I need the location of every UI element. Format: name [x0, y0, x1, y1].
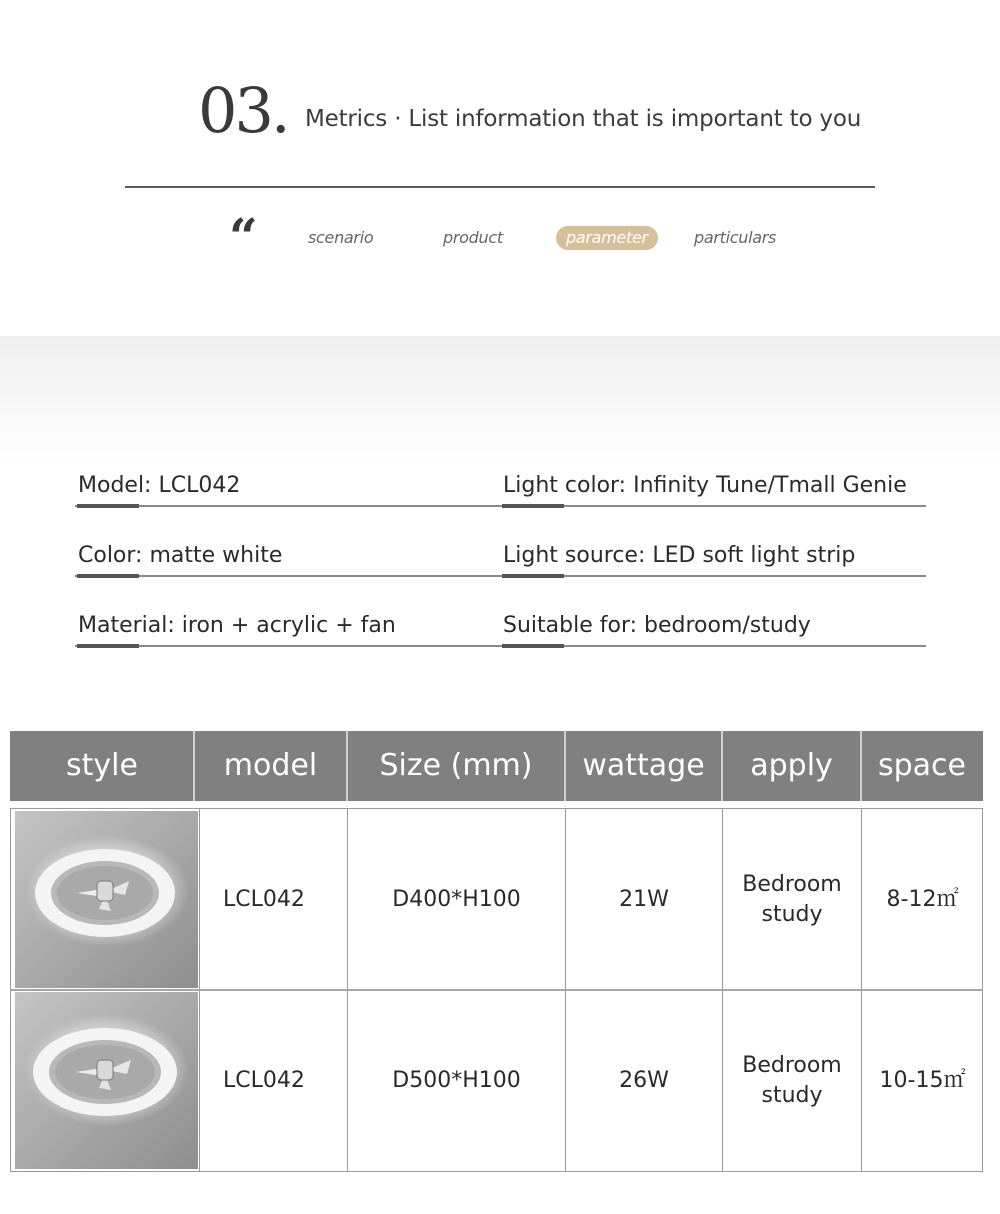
header-separator: [346, 731, 348, 801]
spec-material: [75, 605, 500, 647]
cell-space: 8-12㎡: [886, 887, 959, 912]
spec-light-color: [500, 465, 926, 507]
cell-apply: [723, 811, 861, 989]
spec-text: Light source: LED soft light strip: [503, 543, 856, 568]
header-separator: [564, 731, 566, 801]
spec-suitable-for: [500, 605, 926, 647]
apply-line: study: [761, 1083, 823, 1108]
section-number: 03.: [198, 74, 288, 147]
column-header-model: model: [223, 748, 318, 783]
section-title: Metrics · List information that is important to you: [305, 106, 862, 132]
cell-wattage: 26W: [619, 1068, 669, 1093]
column-header-space: space: [877, 748, 966, 783]
apply-line: study: [761, 902, 823, 927]
product-photo: [15, 811, 198, 988]
spec-model: [75, 465, 500, 507]
spec-background: [0, 336, 1000, 466]
spec-underline-accent: [502, 504, 564, 508]
spec-underline-accent: [502, 644, 564, 648]
spec-text: Model: LCL042: [78, 473, 241, 498]
spec-light-source: [500, 535, 926, 577]
column-header-wattage: wattage: [582, 748, 705, 783]
apply-line: Bedroom: [742, 1053, 842, 1078]
header-separator: [860, 731, 862, 801]
cell-space: 10-15㎡: [879, 1068, 966, 1093]
cell-apply: [723, 992, 861, 1170]
cell-model: LCL042: [223, 1068, 305, 1093]
spec-underline-accent: [502, 574, 564, 578]
column-header-style: style: [66, 748, 138, 783]
spec-underline-accent: [77, 644, 139, 648]
cell-size: D500*H100: [392, 1068, 521, 1093]
apply-line: Bedroom: [742, 872, 842, 897]
header-divider: [125, 186, 875, 188]
quote-mark-icon: “: [229, 207, 258, 266]
tab-product[interactable]: product: [443, 228, 503, 247]
spec-text: Color: matte white: [78, 543, 283, 568]
header-separator: [193, 731, 195, 801]
cell-wattage: 21W: [619, 887, 669, 912]
cell-model: LCL042: [223, 887, 305, 912]
spec-underline-accent: [77, 574, 139, 578]
spec-text: Material: iron + acrylic + fan: [78, 613, 396, 638]
header-separator: [721, 731, 723, 801]
spec-text: Suitable for: bedroom/study: [503, 613, 811, 638]
column-header-size: Size (mm): [379, 748, 533, 783]
cell-size: D400*H100: [392, 887, 521, 912]
tab-particulars[interactable]: particulars: [694, 228, 777, 247]
product-photo: [15, 992, 198, 1169]
tab-parameter[interactable]: parameter: [556, 226, 658, 250]
row-divider: [10, 989, 983, 991]
spec-color: [75, 535, 500, 577]
column-header-apply: apply: [750, 748, 833, 783]
section-header: [0, 0, 1000, 336]
spec-text: Light color: Infinity Tune/Tmall Genie: [503, 473, 907, 498]
tab-scenario[interactable]: scenario: [308, 228, 374, 247]
spec-underline-accent: [77, 504, 139, 508]
